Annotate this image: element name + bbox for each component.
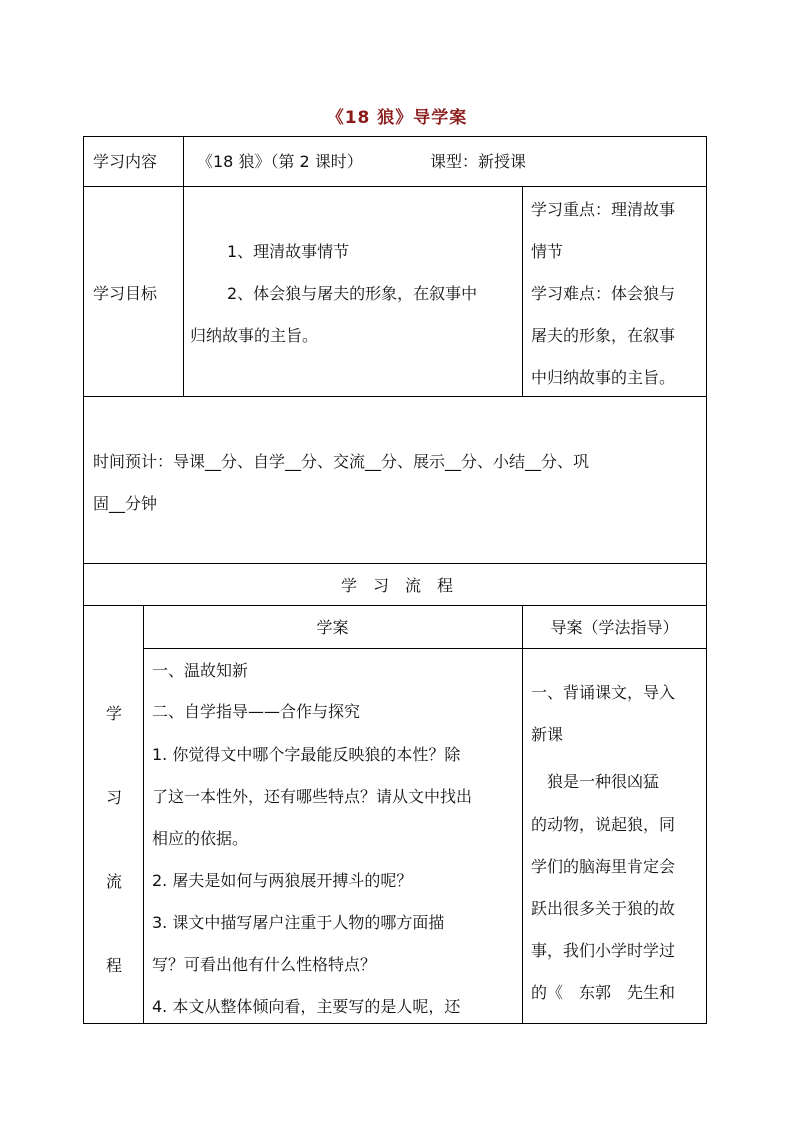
- col-head-study: 学案: [316, 618, 349, 637]
- study-line-9: 4. 本文从整体倾向看，主要写的是人呢，还: [152, 997, 461, 1016]
- study-line-7: 3. 课文中描写屠户注重于人物的哪方面描: [152, 913, 445, 932]
- goal-2-line1: 2、体会狼与屠夫的形象，在叙事中: [227, 284, 478, 303]
- row-divider-3: [83, 563, 706, 564]
- guide-line-4: 的动物，说起狼，同: [531, 815, 676, 834]
- time-estimate-line2: 固__分钟: [93, 494, 158, 513]
- lesson-type: 课型：新授课: [430, 152, 527, 171]
- row-divider-2: [83, 396, 706, 397]
- col-divider-goals: [522, 186, 523, 397]
- flow-label-char-2: 习: [106, 788, 123, 807]
- study-line-3: 1. 你觉得文中哪个字最能反映狼的本性？除: [152, 745, 461, 764]
- row-divider-5: [143, 648, 706, 649]
- col-divider-flow-label: [143, 605, 144, 1024]
- page-title: 《18 狼》导学案: [326, 108, 468, 128]
- col-head-guide: 导案（学法指导）: [550, 618, 679, 637]
- guide-line-2: 新课: [531, 725, 564, 744]
- flow-label-char-4: 程: [106, 956, 123, 975]
- label-study-content: 学习内容: [93, 152, 158, 171]
- study-line-2: 二、自学指导——合作与探究: [152, 702, 361, 721]
- guide-line-1: 一、背诵课文，导入: [531, 683, 676, 702]
- focus-line-4: 屠夫的形象，在叙事: [531, 326, 676, 345]
- flow-label-char-1: 学: [106, 704, 123, 723]
- guide-line-3: 狼是一种很凶猛: [531, 772, 660, 791]
- goal-2-line2: 归纳故事的主旨。: [190, 326, 319, 345]
- focus-line-3: 学习难点：体会狼与: [531, 284, 676, 303]
- label-study-goals: 学习目标: [93, 284, 158, 303]
- guide-line-7: 事，我们小学时学过: [531, 941, 676, 960]
- col-divider-label: [183, 136, 184, 397]
- guide-line-8: 的《 东郭 先生和: [531, 983, 676, 1002]
- guide-line-6: 跃出很多关于狼的故: [531, 899, 676, 918]
- row-divider-1: [83, 186, 706, 187]
- guide-line-5: 学们的脑海里肯定会: [531, 857, 676, 876]
- flow-label-char-3: 流: [106, 872, 123, 891]
- study-line-6: 2. 屠夫是如何与两狼展开搏斗的呢？: [152, 871, 413, 890]
- study-line-5: 相应的依据。: [152, 829, 249, 848]
- time-estimate-line1: 时间预计：导课__分、自学__分、交流__分、展示__分、小结__分、巩: [93, 452, 590, 471]
- goal-1: 1、理清故事情节: [227, 242, 350, 261]
- study-line-4: 了这一本性外，还有哪些特点？请从文中找出: [152, 787, 473, 806]
- table-border-bottom: [83, 1023, 706, 1024]
- table-border-top: [83, 136, 706, 137]
- study-line-1: 一、温故知新: [152, 661, 249, 680]
- row-divider-4: [83, 605, 706, 606]
- col-divider-study-guide: [522, 605, 523, 1024]
- focus-line-2: 情节: [531, 242, 564, 261]
- focus-line-1: 学习重点：理清故事: [531, 200, 676, 219]
- study-line-8: 写？可看出他有什么性格特点？: [152, 955, 377, 974]
- flow-heading: 学 习 流 程: [340, 576, 453, 595]
- focus-line-5: 中归纳故事的主旨。: [531, 368, 676, 387]
- study-content-value: 《18 狼》（第 2 课时）: [197, 152, 363, 171]
